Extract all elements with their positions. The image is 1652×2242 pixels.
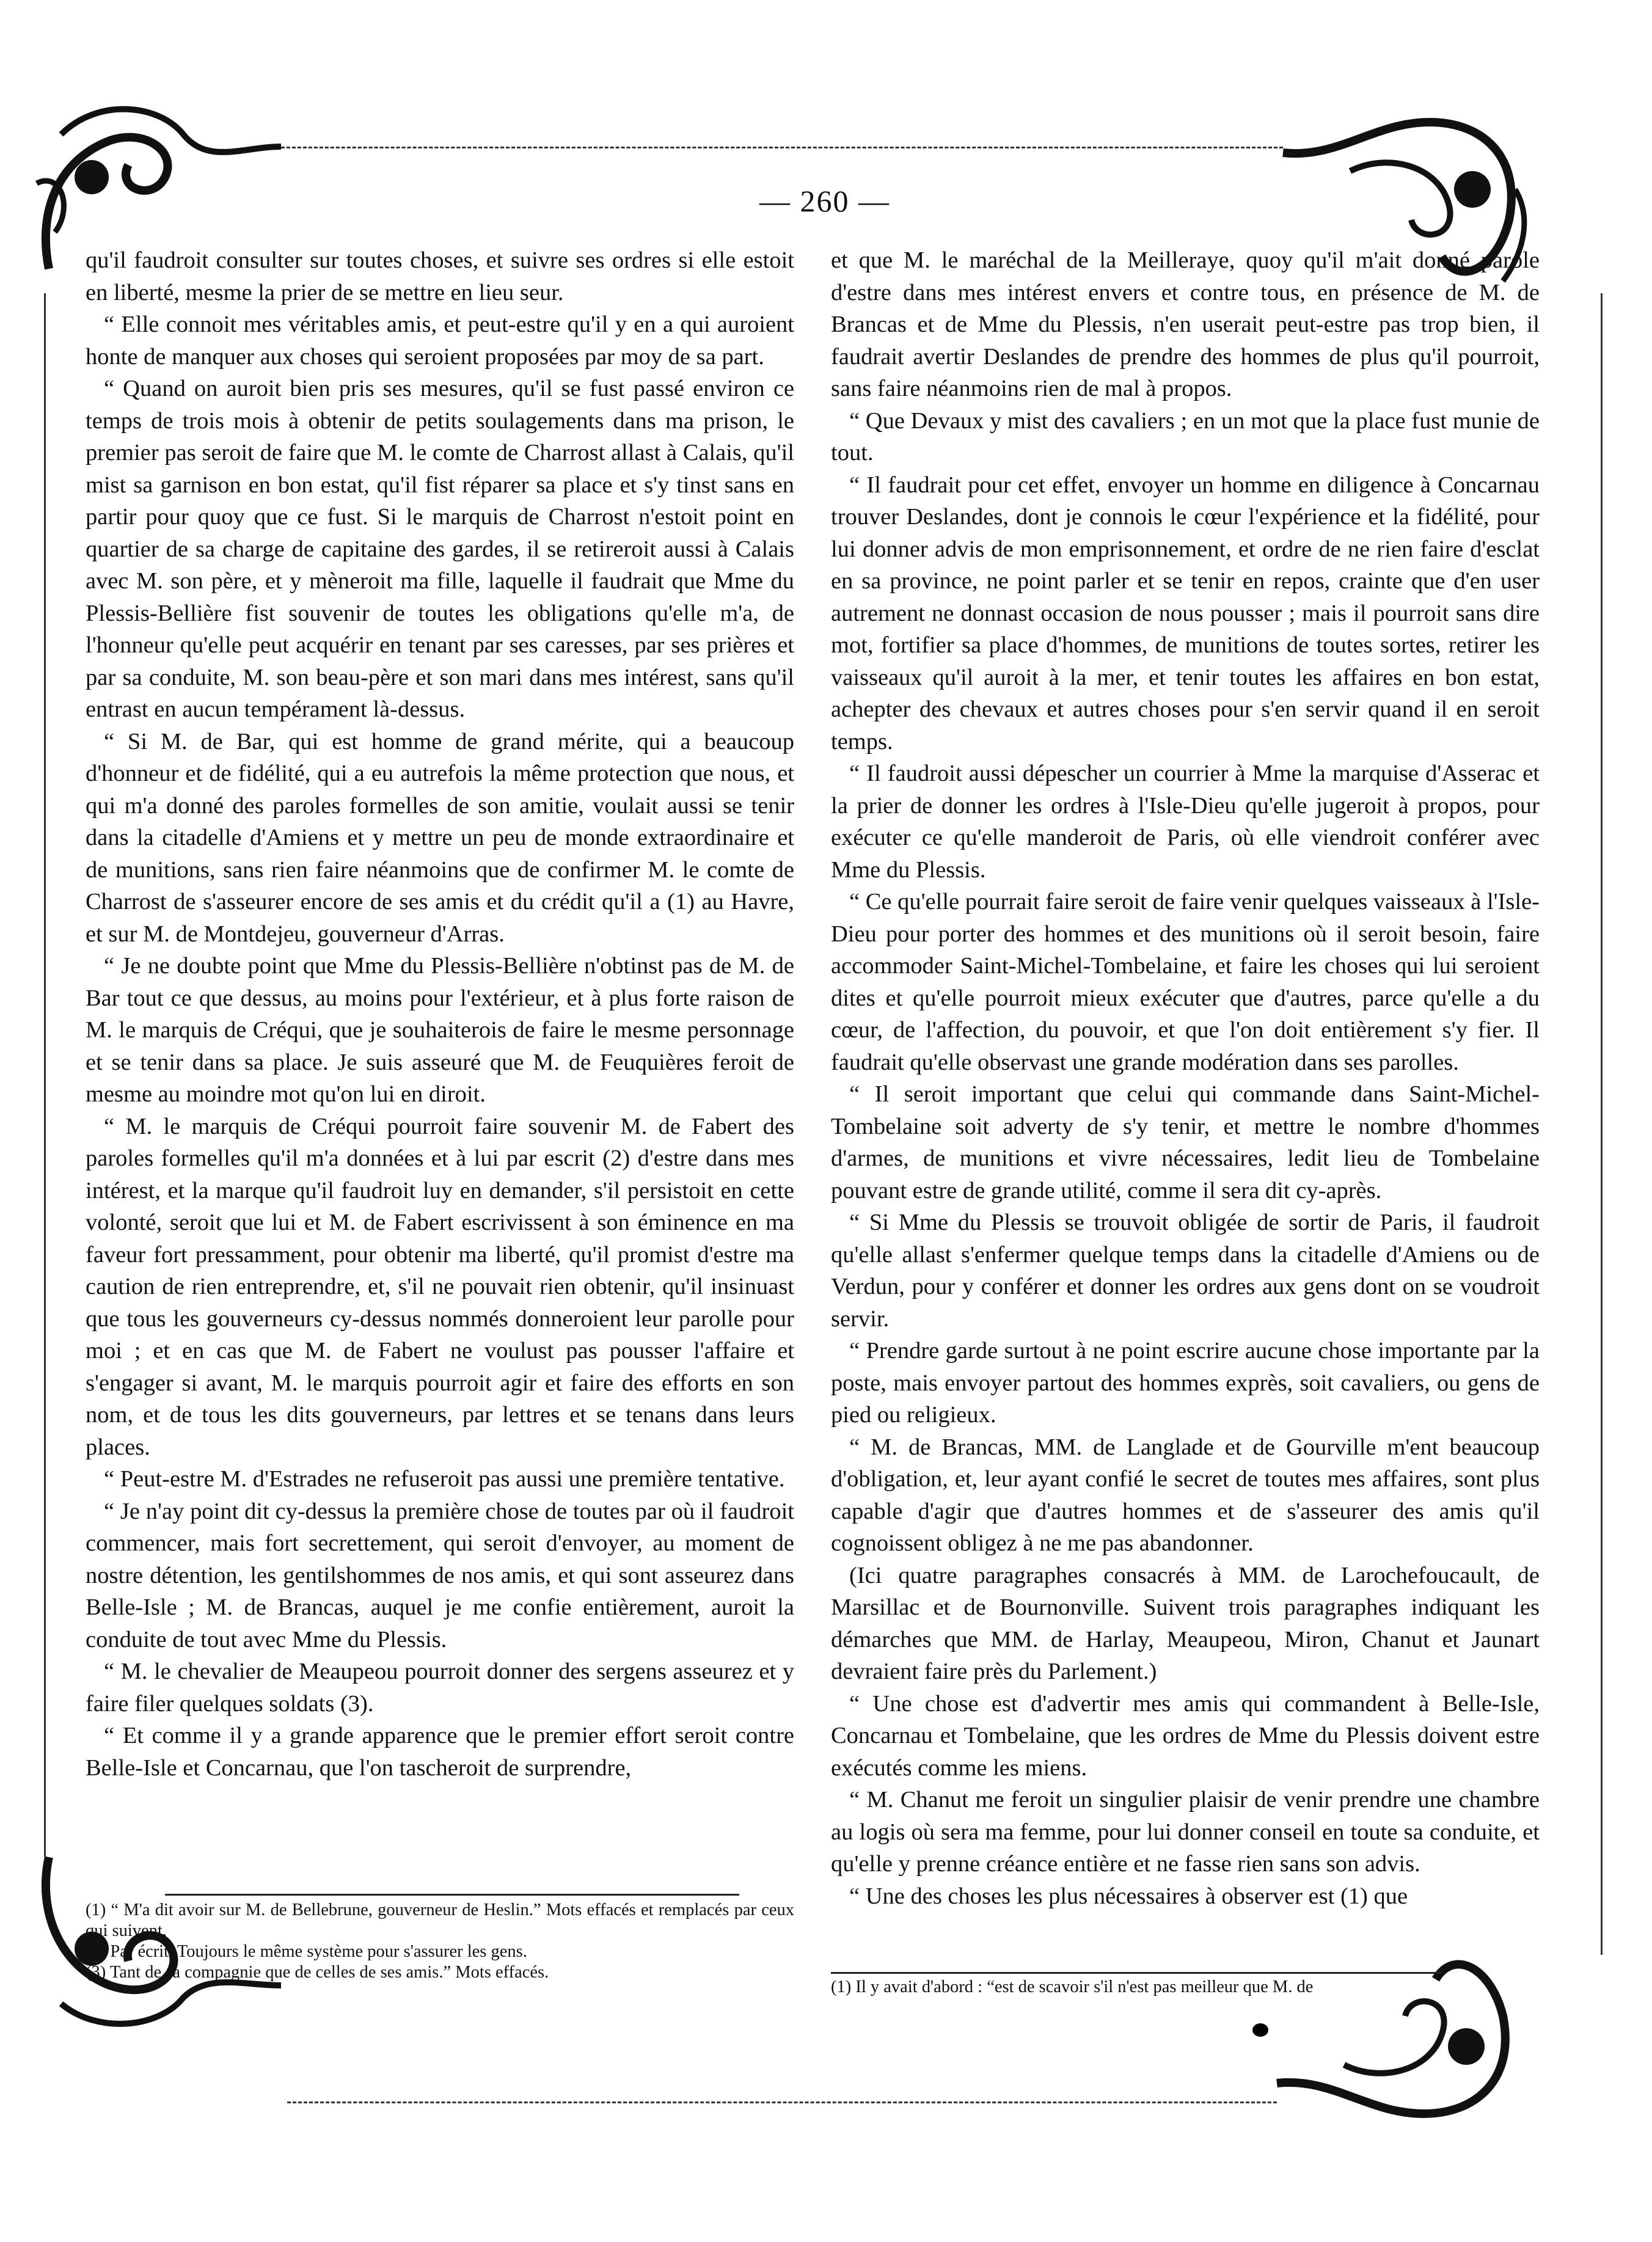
paragraph: “ M. le chevalier de Meaupeou pourroit donner des sergens asseurez et y faire filer quelques soldats (3). [86, 1659, 794, 1717]
paragraph: et que M. le maréchal de la Meilleraye, quoy qu'il m'ait donné parole d'estre dans mes intérest envers et contre tous, en présence de M. de Brancas et de Mme du Plessis, n'en userait peut-estre pas trop bien, il faudrait avertir Deslandes de prendre des hommes de plus qu'il pourroit, sans faire néanmoins rien de mal à propos. [831, 247, 1540, 401]
paragraph: qu'il faudroit consulter sur toutes choses, et suivre ses ordres si elle estoit en liberté, mesme la prier de se mettre en lieu seur. [86, 247, 794, 305]
paragraph: “ Si Mme du Plessis se trouvoit obligée de sortir de Paris, il faudroit qu'elle allast s'enfermer quelque temps dans la citadelle d'Amiens ou de Verdun, pour y conférer et donner les ordres aux gens dont on se voudroit servir. [831, 1210, 1540, 1332]
border-rule-top [281, 147, 1283, 148]
paragraph: “ M. le marquis de Créqui pourroit faire souvenir M. de Fabert des paroles formelles qu'il m'a données et à lui par escrit (2) d'estre dans mes intérest, et la marque qu'il faudroit luy en demander, s'il persistoit en cette volonté, seroit que lui et M. de Fabert escrivissent à son éminence en ma faveur fort pressamment, pour obtenir ma liberté, qu'il promist d'estre ma caution de rien entreprendre, et, s'il ne pouvait rien obtenir, qu'il insinuast que tous les gouverneurs cy-dessus nommés donneroient leur parolle pour moi ; et en cas que M. de Fabert ne voulust pas pousser l'affaire et s'engager si avant, M. le marquis pourroit agir et faire des efforts en son nom, et de tous les dits gouverneurs, par lettres et se tenans dans leurs places. [86, 1113, 794, 1460]
paragraph: “ M. Chanut me feroit un singulier plaisir de venir prendre une chambre au logis où sera ma femme, pour lui donner conseil en toute sa conduite, et qu'elle y prenne créance entière et ne fasse rien sans son advis. [831, 1787, 1540, 1877]
paragraph: “ Une des choses les plus nécessaires à observer est (1) que [849, 1883, 1408, 1909]
paragraph: “ Une chose est d'advertir mes amis qui commandent à Belle-Isle, Concarnau et Tombelaine, que les ordres de Mme du Plessis doivent estre exécutés comme les miens. [831, 1690, 1540, 1781]
paragraph: (Ici quatre paragraphes consacrés à MM. de Larochefoucault, de Marsillac et de Bournonville. Suivent trois paragraphes indiquant les démarches que MM. de Harlay, Meaupeou, Miron, Chanut et Jaunart devraient faire près du Parlement.) [831, 1562, 1540, 1684]
left-column [86, 244, 794, 1784]
footnotes-right [831, 1977, 1448, 1998]
footnote: (1) “ M'a dit avoir sur M. de Bellebrune, gouverneur de Heslin.” Mots effacés et remplacés par ceux qui suivent. [86, 1901, 794, 1940]
paragraph: “ Ce qu'elle pourrait faire seroit de faire venir quelques vaisseaux à l'Isle-Dieu pour porter des hommes et des munitions où il seroit besoin, faire accommoder Saint-Michel-Tombelaine, et faire les choses qui lui seroient dites et qu'elle pourroit mieux exécuter que d'autres, parce qu'elle a du cœur, de l'affection, du pouvoir, et que l'on doit entièrement s'y fier. Il faudrait qu'elle observast une grande modération dans ses parolles. [831, 889, 1540, 1075]
footnote: (3) Tant de sa compagnie que de celles de ses amis.” Mots effacés. [86, 1963, 549, 1982]
paragraph: “ Peut-estre M. d'Estrades ne refuseroit pas aussi une première tentative. [104, 1466, 785, 1492]
paragraph: “ Il faudroit aussi dépescher un courrier à Mme la marquise d'Asserac et la prier de donner les ordres à l'Isle-Dieu qu'elle jugeroit à propos, pour exécuter ce qu'elle manderoit de Paris, où elle viendroit conférer avec Mme du Plessis. [831, 761, 1540, 883]
paragraph: “ Et comme il y a grande apparence que le premier effort seroit contre Belle-Isle et Concarnau, que l'on tascheroit de surprendre, [86, 1723, 794, 1781]
paragraph: “ Il seroit important que celui qui commande dans Saint-Michel-Tombelaine soit adverty de s'y tenir, et mettre le nombre d'hommes d'armes, de munitions et vivre nécessaires, ledit lieu de Tombelaine pouvant estre de grande utilité, comme il sera dit cy-après. [831, 1081, 1540, 1203]
paragraph: “ Je n'ay point dit cy-dessus la première chose de toutes par où il faudroit commencer, mais fort secrettement, qui seroit d'envoyer, au moment de nostre détention, les gentilshommes de nos amis, et qui sont asseurez dans Belle-Isle ; M. de Brancas, auquel je me confie entièrement, auroit la conduite de tout avec Mme du Plessis. [86, 1498, 794, 1652]
paragraph: “ Que Devaux y mist des cavaliers ; en un mot que la place fust munie de tout. [831, 407, 1540, 466]
ink-blot [1252, 2023, 1268, 2037]
paragraph: “ Prendre garde surtout à ne point escrire aucune chose importante par la poste, mais envoyer partout des hommes exprès, soit cavaliers, ou gens de pied ou religieux. [831, 1338, 1540, 1428]
paragraph: “ Si M. de Bar, qui est homme de grand mérite, qui a beaucoup d'honneur et de fidélité, qui a eu autrefois la même protection que nous, et qui m'a donné des paroles formelles de son amitie, voulait aussi se tenir dans la citadelle d'Amiens et y mettre un peu de monde extraordinaire et de munitions, sans rien faire néanmoins que de confirmer M. le comte de Charrost de s'asseurer encore de ses amis et du crédit qu'il a (1) au Havre, et sur M. de Montdejeu, gouverneur d'Arras. [86, 728, 794, 947]
footnote-rule-right [831, 1972, 1442, 1974]
footnote: (2) Par écrit. Toujours le même système pour s'assurer les gens. [86, 1942, 527, 1961]
paragraph: “ Elle connoit mes véritables amis, et peut-estre qu'il y en a qui auroient honte de manquer aux choses qui seroient proposées par moy de sa part. [86, 312, 794, 370]
paragraph: “ Il faudrait pour cet effet, envoyer un homme en diligence à Concarnau trouver Deslandes, dont je connois le cœur l'expérience et la fidélité, pour lui donner advis de mon emprisonnement, et ordre de ne rien faire d'esclat en sa province, ne point parler et se tenir en repos, crainte que d'en user autrement ne donnast occasion de nous pousser ; mais il pourroit sans dire mot, fortifier sa place d'hommes, de munitions de toutes sortes, retirer les vaisseaux qu'il auroit à la mer, et tenir toutes les affaires en bon estat, achepter des chevaux et autres choses pour s'en servir quand il en seroit temps. [831, 472, 1540, 754]
paragraph: “ Je ne doubte point que Mme du Plessis-Bellière n'obtinst pas de M. de Bar tout ce que dessus, au moins pour l'extérieur, et à plus forte raison de M. le marquis de Créqui, que je souhaiterois de faire le mesme personnage et se tenir dans sa place. Je suis asseuré que M. de Feuquières feroit de mesme au moindre mot qu'on lui en diroit. [86, 953, 794, 1107]
ornament-corner-bottom-right [1271, 1937, 1533, 2138]
footnote: (1) Il y avait d'abord : “est de scavoir s'il n'est pas meilleur que M. de [831, 1977, 1314, 1996]
footnote-rule-left [165, 1894, 739, 1896]
border-rule-bottom [287, 2101, 1277, 2103]
paragraph: “ M. de Brancas, MM. de Langlade et de Gourville m'ent beaucoup d'obligation, et, leur ayant confié le secret de toutes mes affaires, sont plus capable d'agir que d'autres hommes et de s'asseurer des amis qu'il cognoissent obligez à ne me pas abandonner. [831, 1434, 1540, 1556]
footnotes-left [86, 1900, 794, 1983]
right-column [831, 244, 1540, 1912]
page-number: — 260 — [759, 184, 890, 218]
border-rule-right [1601, 293, 1603, 1955]
paragraph: “ Quand on auroit bien pris ses mesures, qu'il se fust passé environ ce temps de trois mois à obtenir de petits soulagements dans ma prison, le premier pas seroit de faire que M. le comte de Charrost allast à Calais, qu'il mist sa garnison en bon estat, qu'il fist réparer sa place et s'y tinst sans en partir pour quoy que ce fust. Si le marquis de Charrost n'estoit point en quartier de sa charge de capitaine des gardes, il se retireroit aussi à Calais avec M. son père, et y mèneroit ma fille, laquelle il faudrait que Mme du Plessis-Bellière fist souvenir de toutes les obligations qu'elle m'a, de l'honneur qu'elle peut acquérir en tenant par ses caresses, par ses prières et par sa conduite, M. son beau-père et son mari dans mes intérest, sans qu'il entrast en aucun tempérament là-dessus. [86, 376, 794, 722]
border-rule-left [44, 293, 46, 1857]
